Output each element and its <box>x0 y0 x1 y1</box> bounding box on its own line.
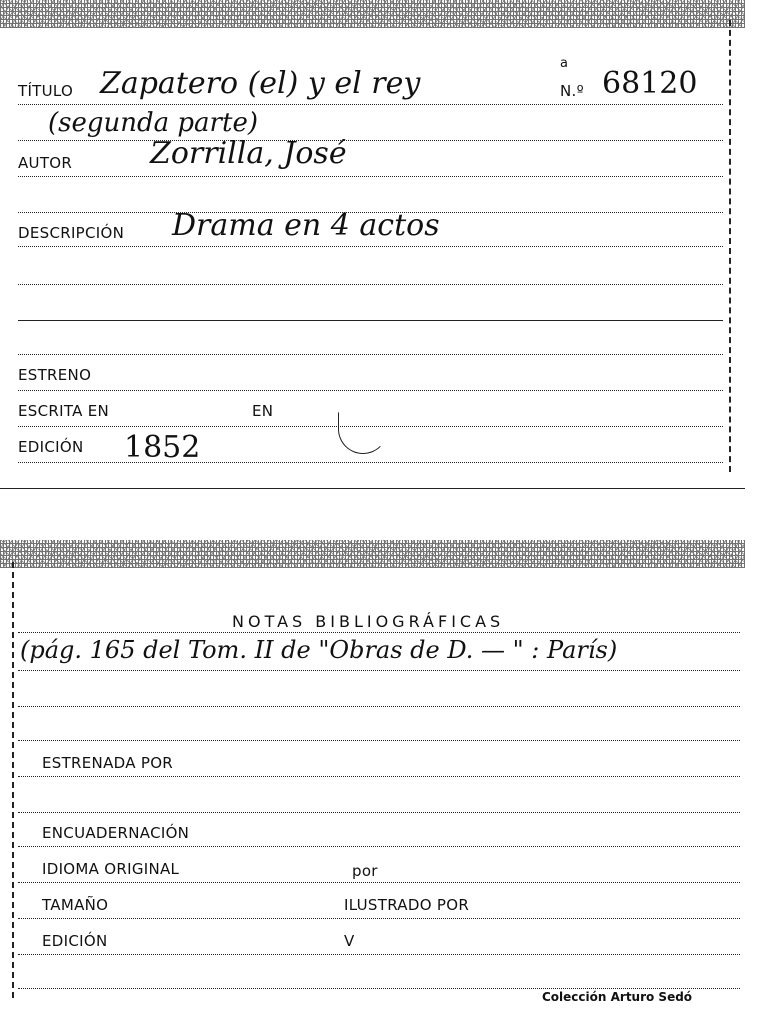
rule-blank-7 <box>18 812 740 813</box>
rule-blank-4 <box>18 354 723 355</box>
rule-tamano <box>18 918 740 919</box>
card-top-edge <box>0 540 745 568</box>
autor-label: AUTOR <box>18 154 73 172</box>
rule-edicion-back <box>18 954 740 955</box>
por-label: por <box>352 862 378 880</box>
rule-titulo-2 <box>18 140 723 141</box>
edicion-value: 1852 <box>124 430 201 465</box>
rule-idioma <box>18 882 740 883</box>
edicion-label-back: EDICIÓN <box>42 932 108 950</box>
catalog-card-back <box>0 540 745 1028</box>
rule-blank-2 <box>18 284 723 285</box>
estrenada-por-label: ESTRENADA POR <box>42 754 174 772</box>
rule-blank-3 <box>18 320 723 321</box>
card-right-edge <box>729 20 731 472</box>
numero-prefix: a <box>560 56 569 71</box>
en-label: EN <box>252 402 274 420</box>
numero-label: N.º <box>560 82 584 100</box>
encuadernacion-label: ENCUADERNACIÓN <box>42 824 190 842</box>
rule-estrenada <box>18 776 740 777</box>
v-label: V <box>344 932 355 950</box>
rule-blank-8 <box>18 988 740 989</box>
titulo-value: Zapatero (el) y el rey <box>100 66 421 101</box>
catalog-card-front <box>0 0 745 490</box>
descripcion-value: Drama en 4 actos <box>172 208 440 243</box>
card-bottom-edge <box>0 488 745 489</box>
titulo-value-2: (segunda parte) <box>48 108 258 138</box>
rule-edicion <box>18 462 723 463</box>
rule-autor <box>18 176 723 177</box>
edicion-label: EDICIÓN <box>18 438 84 456</box>
card-left-edge <box>12 562 14 998</box>
rule-encuadernacion <box>18 846 740 847</box>
rule-blank-6 <box>18 740 740 741</box>
rule-estreno <box>18 390 723 391</box>
rule-notas-2 <box>18 670 740 671</box>
rule-blank-5 <box>18 706 740 707</box>
descripcion-label: DESCRIPCIÓN <box>18 224 125 242</box>
titulo-label: TÍTULO <box>18 82 74 100</box>
collection-footer: Colección Arturo Sedó <box>542 990 693 1004</box>
rule-notas <box>18 632 740 633</box>
autor-value: Zorrilla, José <box>150 136 347 171</box>
rule-titulo <box>18 104 723 105</box>
ink-mark <box>338 412 388 454</box>
tamano-label: TAMAÑO <box>42 896 109 914</box>
ilustrado-por-label: ILUSTRADO POR <box>344 896 470 914</box>
rule-descripcion <box>18 246 723 247</box>
card-top-edge <box>0 0 745 28</box>
estreno-label: ESTRENO <box>18 366 92 384</box>
notas-label: NOTAS BIBLIOGRÁFICAS <box>232 612 505 631</box>
numero-value: 68120 <box>602 66 698 101</box>
idioma-original-label: IDIOMA ORIGINAL <box>42 860 180 878</box>
notas-value: (pág. 165 del Tom. II de "Obras de D. — " : París) <box>20 636 618 664</box>
escrita-en-label: ESCRITA EN <box>18 402 110 420</box>
